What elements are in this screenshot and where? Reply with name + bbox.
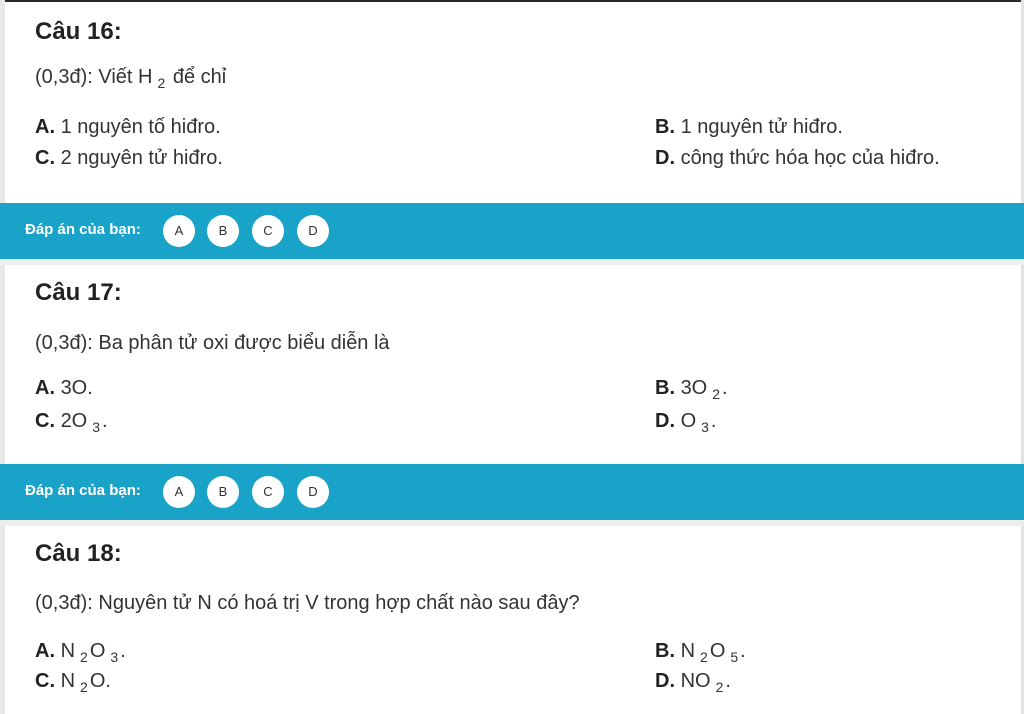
answer-17-choice-c[interactable]: C	[252, 476, 284, 508]
answer-bar-17	[0, 464, 1024, 520]
answer-bar-label: Đáp án của bạn:	[25, 221, 141, 238]
answer-bar-label: Đáp án của bạn:	[25, 482, 141, 499]
separator	[0, 520, 1024, 526]
question-17-text: (0,3đ): Ba phân tử oxi được biểu diễn là	[35, 332, 390, 354]
question-16-option-b: B. 1 nguyên tử hiđro.	[655, 116, 843, 138]
question-18-option-c: C. N $_2$ O.	[35, 670, 111, 695]
question-18-option-a: A. N $_2$ O $_3$ .	[35, 640, 126, 665]
answer-17-choice-d[interactable]: D	[297, 476, 329, 508]
question-16-text: (0,3đ): Viết H $_2$ để chỉ	[35, 66, 227, 91]
left-edge	[0, 0, 5, 714]
answer-16-choice-a[interactable]: A	[163, 215, 195, 247]
answer-16-choice-d[interactable]: D	[297, 215, 329, 247]
question-18-option-d: D. NO $_2$ .	[655, 670, 731, 695]
question-17-option-b: B. 3O $_2$ .	[655, 377, 728, 402]
answer-17-choice-a[interactable]: A	[163, 476, 195, 508]
top-border	[0, 0, 1024, 2]
question-17-option-a: A. 3O.	[35, 377, 93, 399]
question-16-option-d: D. công thức hóa học của hiđro.	[655, 147, 940, 169]
separator	[0, 259, 1024, 265]
question-16-option-a: A. 1 nguyên tố hiđro.	[35, 116, 221, 138]
question-18-title: Câu 18:	[35, 540, 122, 567]
question-17-title: Câu 17:	[35, 279, 122, 306]
question-17-option-d: D. O $_3$ .	[655, 410, 717, 435]
answer-16-choice-b[interactable]: B	[207, 215, 239, 247]
answer-17-choice-b[interactable]: B	[207, 476, 239, 508]
question-16-option-c: C. 2 nguyên tử hiđro.	[35, 147, 223, 169]
question-17-option-c: C. 2O $_3$ .	[35, 410, 108, 435]
question-18-option-b: B. N $_2$ O $_5$ .	[655, 640, 746, 665]
answer-bar-16	[0, 203, 1024, 259]
answer-16-choice-c[interactable]: C	[252, 215, 284, 247]
question-18-text: (0,3đ): Nguyên tử N có hoá trị V trong hợp chất nào sau đây?	[35, 592, 580, 614]
question-16-title: Câu 16:	[35, 18, 122, 45]
